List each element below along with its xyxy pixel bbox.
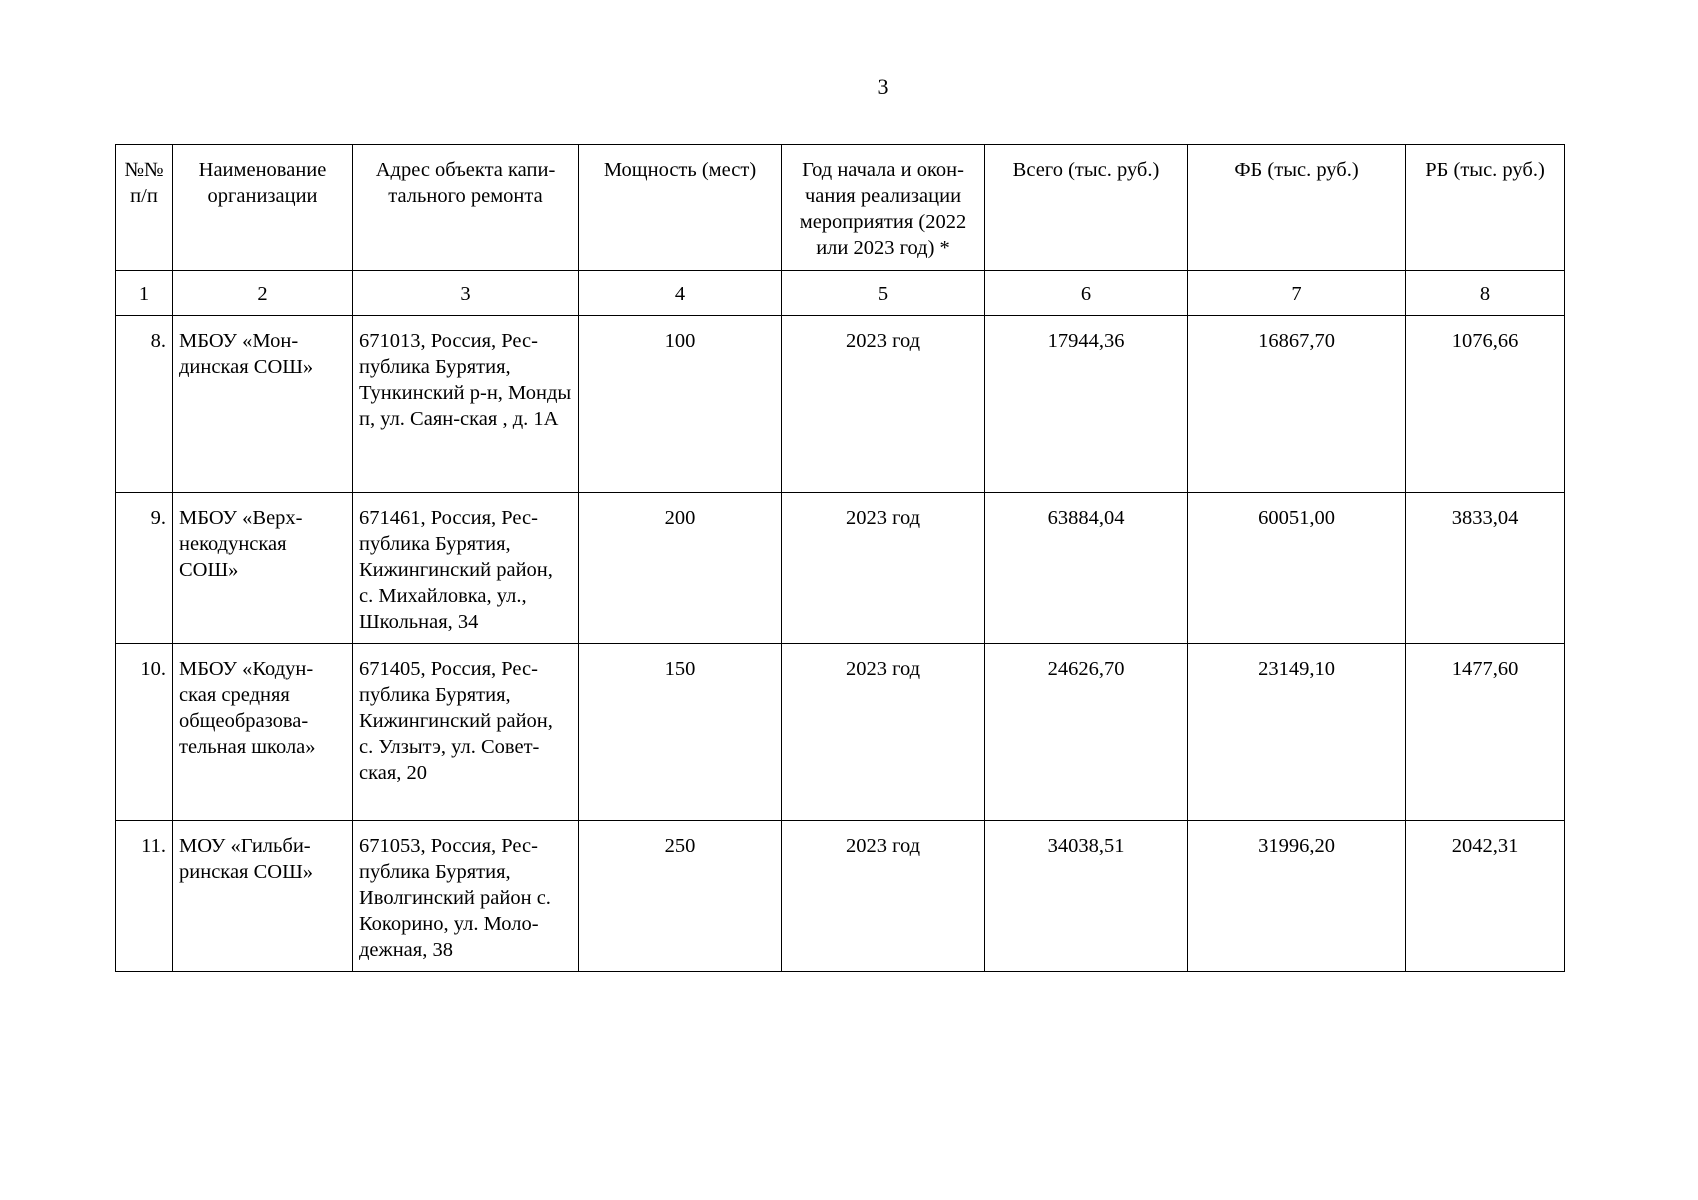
regional-budget-amount: 1477,60: [1406, 644, 1565, 821]
organization-name: МБОУ «Верх-некодунская СОШ»: [173, 493, 353, 644]
federal-budget-amount: 60051,00: [1188, 493, 1406, 644]
object-address: 671405, Россия, Рес-публика Бурятия, Кижингинский район, с. Улзытэ, ул. Совет-ская, 20: [353, 644, 579, 821]
table-row: [116, 821, 1565, 972]
row-number: 9.: [116, 493, 173, 644]
object-address: 671461, Россия, Рес-публика Бурятия, Кижингинский район, с. Михайловка, ул., Школьная, 34: [353, 493, 579, 644]
capital-repair-table: [115, 144, 1565, 972]
total-amount: 63884,04: [985, 493, 1188, 644]
total-amount: 24626,70: [985, 644, 1188, 821]
header-organization-name: Наименование организации: [173, 145, 353, 271]
column-number: 8: [1406, 271, 1565, 316]
header-federal-budget: ФБ (тыс. руб.): [1188, 145, 1406, 271]
implementation-year: 2023 год: [782, 821, 985, 972]
column-number: 7: [1188, 271, 1406, 316]
header-number: №№ п/п: [116, 145, 173, 271]
organization-name: МБОУ «Мон-динская СОШ»: [173, 316, 353, 493]
column-number: 5: [782, 271, 985, 316]
total-amount: 34038,51: [985, 821, 1188, 972]
column-number-row: [116, 271, 1565, 316]
row-number: 11.: [116, 821, 173, 972]
organization-name: МБОУ «Кодун-ская средняя общеобразова-тельная школа»: [173, 644, 353, 821]
column-number: 3: [353, 271, 579, 316]
organization-name: МОУ «Гильби-ринская СОШ»: [173, 821, 353, 972]
table-row: [116, 644, 1565, 821]
table-header-row: [116, 145, 1565, 271]
implementation-year: 2023 год: [782, 316, 985, 493]
total-amount: 17944,36: [985, 316, 1188, 493]
header-regional-budget: РБ (тыс. руб.): [1406, 145, 1565, 271]
column-number: 4: [579, 271, 782, 316]
page-number: 3: [877, 74, 889, 99]
row-number: 8.: [116, 316, 173, 493]
implementation-year: 2023 год: [782, 493, 985, 644]
regional-budget-amount: 3833,04: [1406, 493, 1565, 644]
table-row: [116, 493, 1565, 644]
federal-budget-amount: 31996,20: [1188, 821, 1406, 972]
object-address: 671053, Россия, Рес-публика Бурятия, Иволгинский район с. Кокорино, ул. Моло-дежная, 38: [353, 821, 579, 972]
header-capacity: Мощность (мест): [579, 145, 782, 271]
column-number: 1: [116, 271, 173, 316]
implementation-year: 2023 год: [782, 644, 985, 821]
capacity: 200: [579, 493, 782, 644]
header-total: Всего (тыс. руб.): [985, 145, 1188, 271]
row-number: 10.: [116, 644, 173, 821]
federal-budget-amount: 16867,70: [1188, 316, 1406, 493]
header-address: Адрес объекта капи-тального ремонта: [353, 145, 579, 271]
federal-budget-amount: 23149,10: [1188, 644, 1406, 821]
capacity: 150: [579, 644, 782, 821]
capacity: 100: [579, 316, 782, 493]
object-address: 671013, Россия, Рес-публика Бурятия, Тункинский р-н, Монды п, ул. Саян-ская , д. 1А: [353, 316, 579, 493]
column-number: 6: [985, 271, 1188, 316]
header-year: Год начала и окон-чания реализации мероприятия (2022 или 2023 год) *: [782, 145, 985, 271]
column-number: 2: [173, 271, 353, 316]
regional-budget-amount: 1076,66: [1406, 316, 1565, 493]
table-row: [116, 316, 1565, 493]
regional-budget-amount: 2042,31: [1406, 821, 1565, 972]
capacity: 250: [579, 821, 782, 972]
